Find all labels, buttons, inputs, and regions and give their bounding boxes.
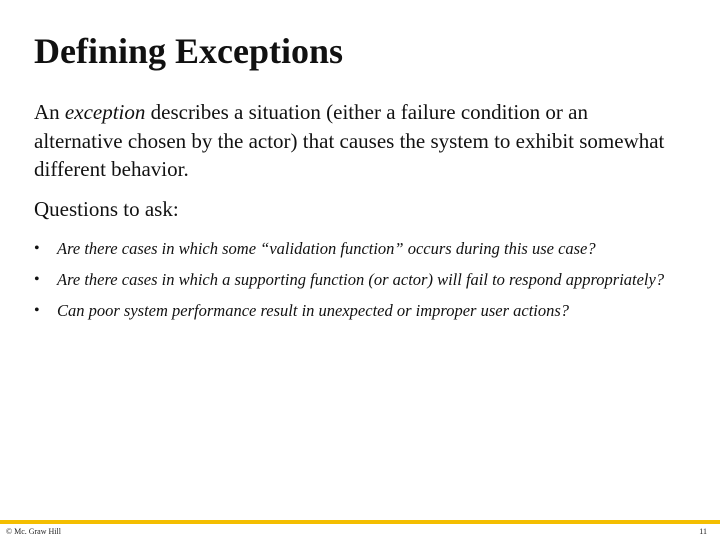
bullet-icon: • (34, 271, 40, 288)
copyright-notice: © Mc. Graw Hill (6, 527, 61, 536)
slide-title: Defining Exceptions (34, 31, 344, 71)
question-text: Are there cases in which some “validation function” occurs during this use case? (57, 239, 596, 258)
bullet-icon: • (34, 240, 40, 257)
intro-suffix: describes a situation (either a failure condition or an alternative chosen by the actor) that causes the system to exhibit somewhat different behavior. (34, 100, 665, 181)
intro-emphasis: exception (64, 100, 146, 124)
intro-paragraph (34, 98, 674, 184)
question-text: Can poor system performance result in unexpected or improper user actions? (57, 301, 570, 320)
question-list (34, 238, 684, 331)
footer-accent-bar (0, 520, 720, 524)
intro-prefix: An (34, 100, 65, 124)
question-item (34, 238, 684, 260)
question-text: Are there cases in which a supporting function (or actor) will fail to respond appropriately? (57, 270, 665, 289)
question-item (34, 269, 684, 291)
question-item (34, 300, 684, 322)
questions-label: Questions to ask: (34, 197, 179, 221)
bullet-icon: • (34, 302, 40, 319)
page-number: 11 (699, 527, 707, 536)
